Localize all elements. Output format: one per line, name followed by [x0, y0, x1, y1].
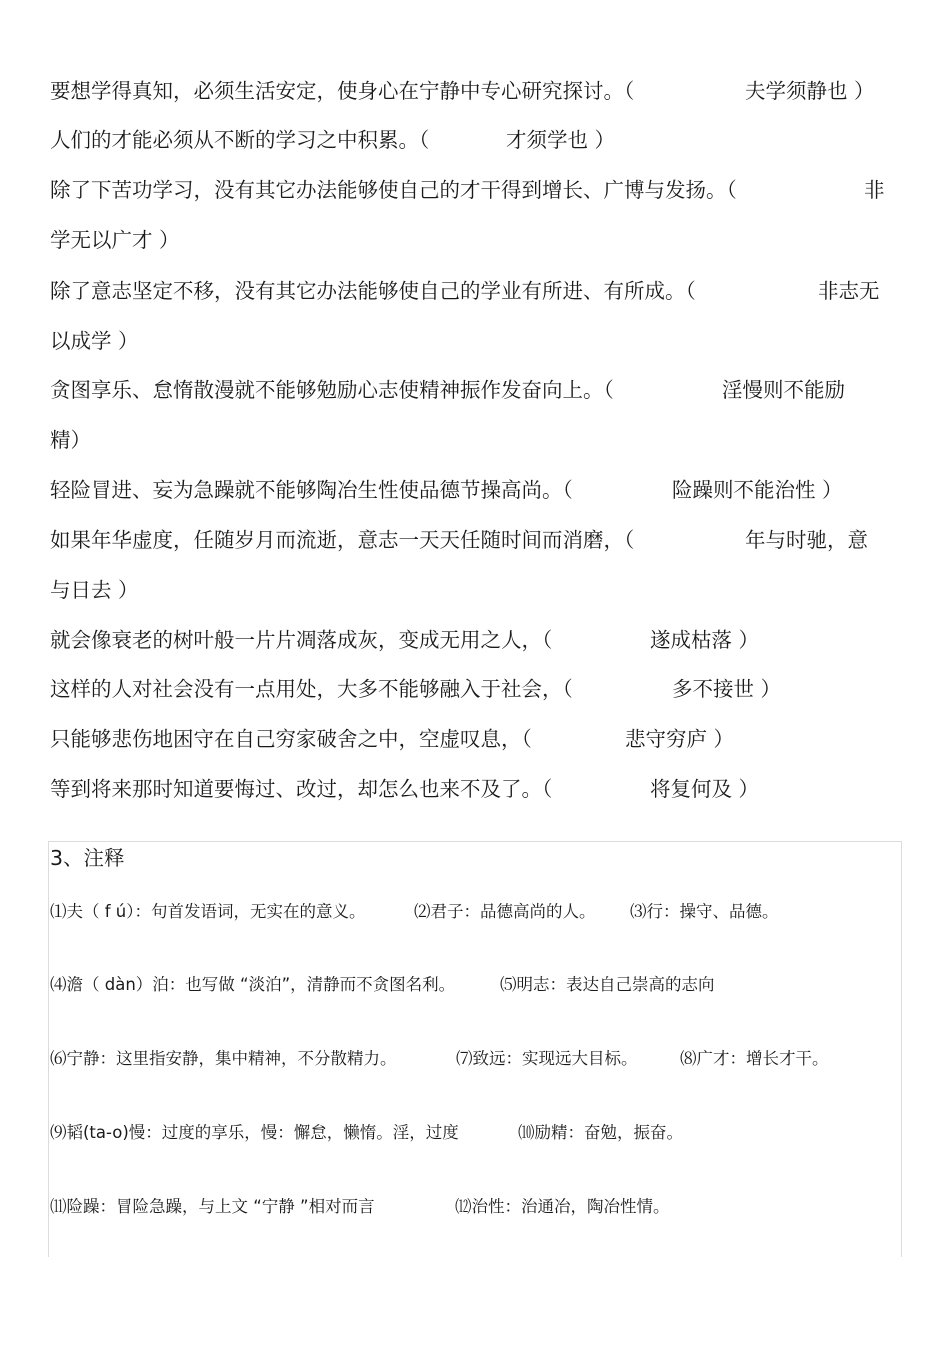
- translation-line: 只能够悲伤地困守在自己穷家破舍之中，空虚叹息，（ 悲守穷庐 ）: [50, 727, 735, 751]
- note-item: ⑴夫（ f ú）：句首发语词，无实在的意义。: [50, 902, 366, 921]
- note-item: ⑾险躁：冒险急躁，与上文 “宁静 ”相对而言: [50, 1197, 375, 1216]
- answer-text: 非志无: [818, 279, 880, 303]
- answer-text: 夫学须静也 ）: [745, 79, 875, 103]
- translation-line: 除了下苦功学习，没有其它办法能够使自己的才干得到增长、广博与发扬。（ 非: [50, 178, 885, 202]
- note-item: ⑽励精：奋勉，振奋。: [518, 1123, 683, 1142]
- note-item: ⑸明志：表达自己崇高的志向: [500, 975, 715, 994]
- answer-text: 才须学也 ）: [506, 128, 616, 152]
- note-item: ⑷澹（ dàn）泊：也写做 “淡泊”，清静而不贪图名利。: [50, 975, 456, 994]
- translation-line: 就会像衰老的树叶般一片片凋落成灰，变成无用之人，（ 遂成枯落 ）: [50, 628, 760, 652]
- note-item: ⑹宁静：这里指安静，集中精神，不分散精力。: [50, 1049, 397, 1068]
- answer-text: 悲守穷庐 ）: [625, 727, 735, 751]
- answer-text: 多不接世 ）: [672, 677, 782, 701]
- note-item: ⑵君子：品德高尚的人。: [414, 902, 596, 921]
- note-item: ⑻广才：增长才干。: [680, 1049, 829, 1068]
- notes-title: 3、注释: [50, 846, 125, 870]
- translation-line: 轻险冒进、妄为急躁就不能够陶冶生性使品德节操高尚。（ 险躁则不能治性 ）: [50, 478, 843, 502]
- translation-line: 贪图享乐、怠惰散漫就不能够勉励心志使精神振作发奋向上。（ 淫慢则不能励: [50, 378, 845, 402]
- answer-text: 淫慢则不能励: [722, 378, 845, 402]
- answer-text: 年与时驰，意: [745, 528, 868, 552]
- answer-text: 险躁则不能治性 ）: [672, 478, 843, 502]
- translation-line: 这样的人对社会没有一点用处，大多不能够融入于社会，（ 多不接世 ）: [50, 677, 782, 701]
- translation-line: 学无以广才 ）: [50, 228, 180, 252]
- answer-text: 遂成枯落 ）: [650, 628, 760, 652]
- translation-line: 要想学得真知，必须生活安定，使身心在宁静中专心研究探讨。（ 夫学须静也 ）: [50, 79, 875, 103]
- answer-text: 非: [864, 178, 885, 202]
- note-item: ⑺致远：实现远大目标。: [456, 1049, 638, 1068]
- note-item: ⑼韬(ta-o)慢：过度的享乐，慢：懈怠，懒惰。淫，过度: [50, 1123, 459, 1142]
- note-item: ⑶行：操守、品德。: [630, 902, 779, 921]
- translation-line: 等到将来那时知道要悔过、改过，却怎么也来不及了。（ 将复何及 ）: [50, 777, 760, 801]
- translation-line: 与日去 ）: [50, 578, 139, 602]
- translation-line: 以成学 ）: [50, 329, 139, 353]
- translation-line: 除了意志坚定不移，没有其它办法能够使自己的学业有所进、有所成。（ 非志无: [50, 279, 880, 303]
- note-item: ⑿治性：治通冶，陶冶性情。: [455, 1197, 670, 1216]
- translation-line: 精）: [50, 428, 91, 452]
- translation-line: 如果年华虚度，任随岁月而流逝，意志一天天任随时间而消磨，（ 年与时驰，意: [50, 528, 868, 552]
- answer-text: 将复何及 ）: [650, 777, 760, 801]
- translation-line: 人们的才能必须从不断的学习之中积累。（ 才须学也 ）: [50, 128, 616, 152]
